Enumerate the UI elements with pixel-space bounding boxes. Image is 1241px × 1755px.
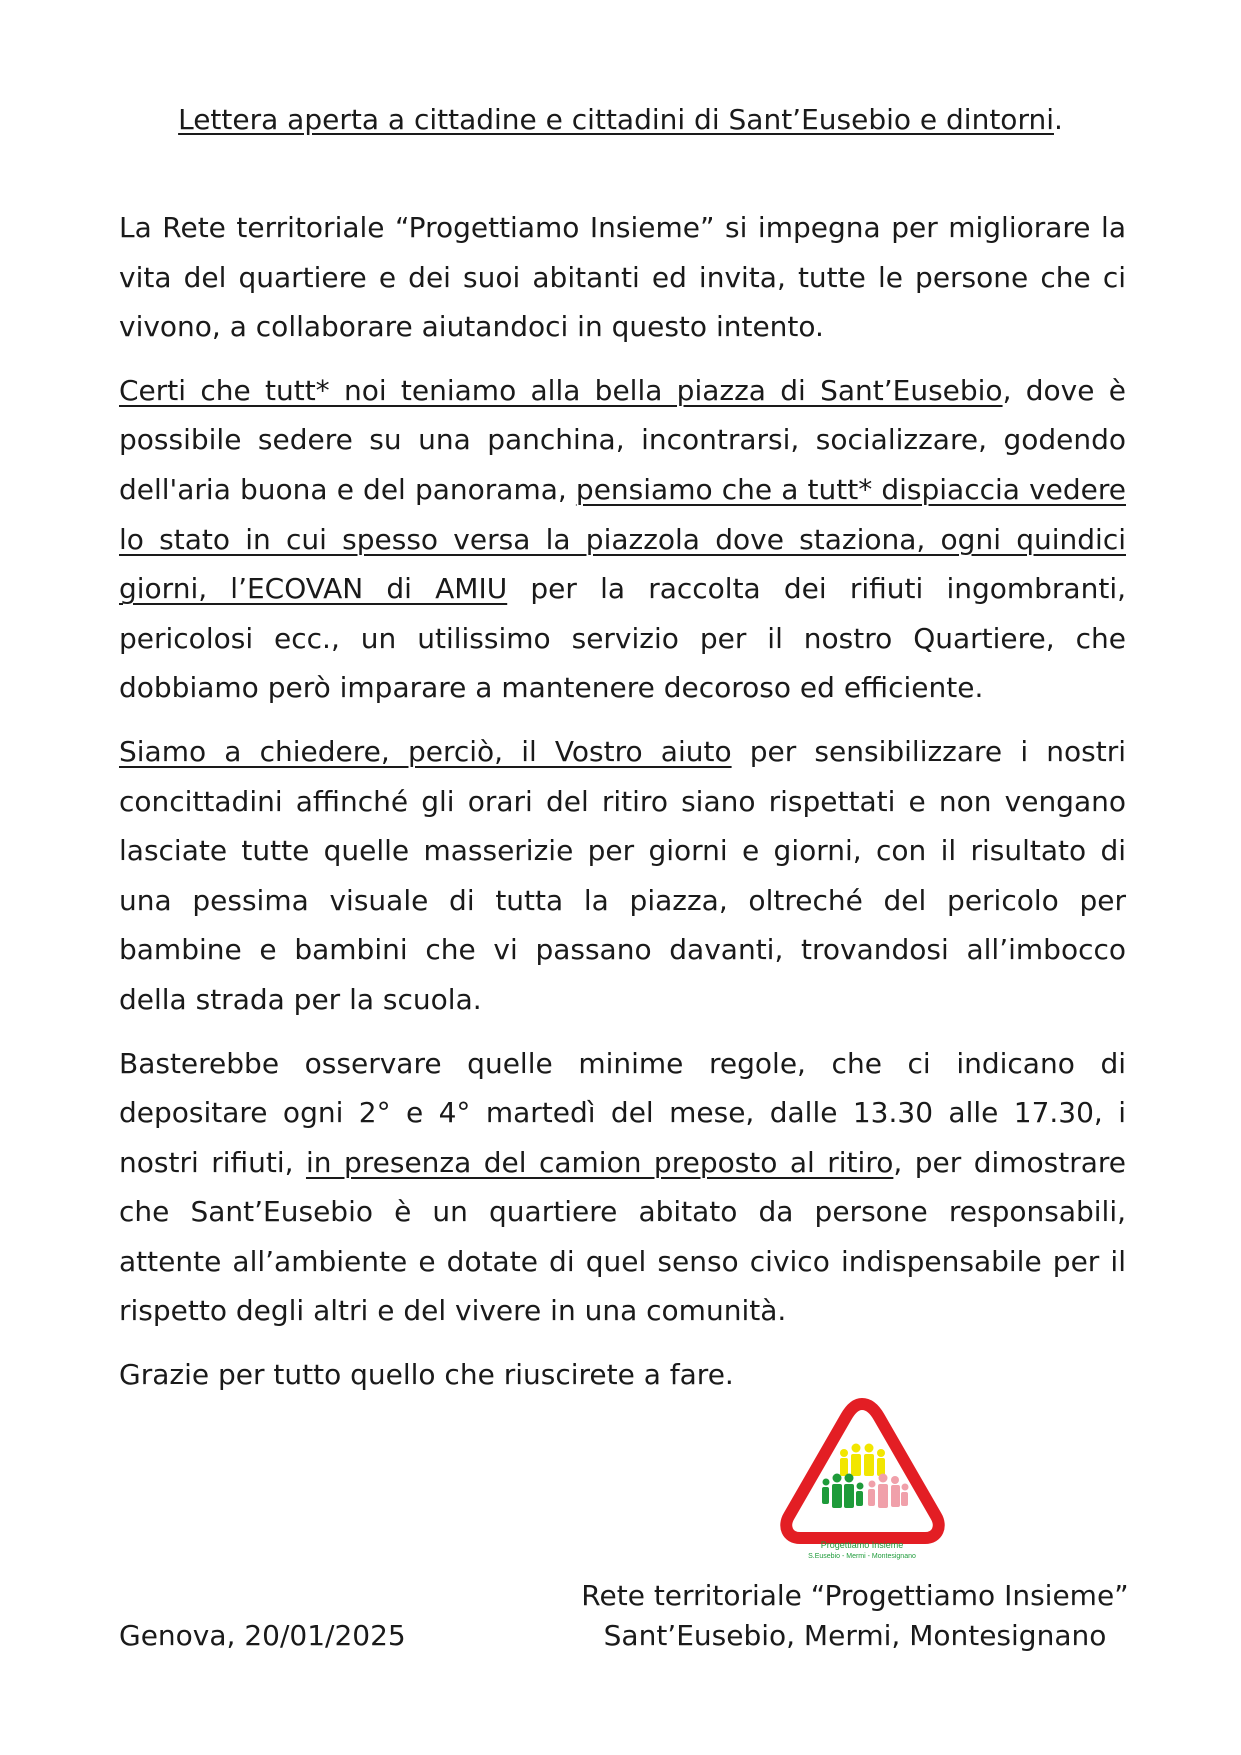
letter-title-text: Lettera aperta a cittadine e cittadini di Sant’Eusebio e dintorni: [178, 103, 1054, 136]
paragraph-rules: [119, 1039, 1126, 1337]
signature-line-2: Sant’Eusebio, Mermi, Montesignano: [603, 1619, 1107, 1652]
place-and-date: Genova, 20/01/2025: [119, 1619, 406, 1652]
paragraph-text: Basterebbe osservare quelle minime regole, che ci indicano di depositare ogni 2° e 4° martedì del mese, dalle 13.30 alle 17.30, i nostri rifiuti,: [119, 1046, 1126, 1179]
signature-block: [555, 1576, 1155, 1656]
paragraph-intro: La Rete territoriale “Progettiamo Insieme” si impegna per migliorare la vita del quartiere e dei suoi abitanti ed invita, tutte le persone che ci vivono, a collaborare aiutandoci in questo intento.: [119, 211, 1126, 344]
underlined-phrase: Certi che tutt* noi teniamo alla bella piazza di Sant’Eusebio: [119, 373, 1003, 407]
paragraph-thanks: Grazie per tutto quello che riuscirete a fare.: [119, 1358, 734, 1392]
letter-title-period: .: [1053, 103, 1063, 136]
progettiamo-insieme-logo: [780, 1398, 945, 1560]
paragraph-text: per sensibilizzare i nostri concittadini affinché gli orari del ritiro siano rispettati e non vengano lasciate tutte quelle masserizie per giorni e giorni, con il risultato di una pessima visuale di tutta la piazza, oltreché del pericolo per bambine e bambini che vi passano davanti, trovandosi all’imbocco della strada per la scuola.: [119, 734, 1126, 1016]
paragraph-request: [119, 727, 1126, 1025]
underlined-phrase: pensiamo che a tutt* dispiaccia vedere lo stato in cui spesso versa la piazzola dove staziona, ogni quindici giorni, l’ECOVAN di AMIU: [119, 472, 1126, 606]
letter-body: [119, 203, 1126, 1414]
yellow-figures: [840, 1444, 885, 1477]
paragraph-piazza: [119, 366, 1126, 713]
pink-figures: [868, 1474, 909, 1509]
paragraph-text: , dove è possibile sedere su una panchina, incontrarsi, socializzare, godendo dell'aria buona e del panorama,: [119, 373, 1126, 506]
logo-text-line2: S.Eusebio - Mermi - Montesignano: [808, 1553, 916, 1560]
letter-title: [0, 100, 1241, 140]
logo-graphic: [780, 1398, 945, 1560]
green-figures: [822, 1474, 864, 1509]
triangle-border: [786, 1404, 938, 1538]
underlined-phrase: in presenza del camion preposto al ritiro: [305, 1145, 894, 1179]
underlined-phrase: Siamo a chiedere, perciò, il Vostro aiuto: [119, 734, 732, 768]
logo-text-line1: Progettiamo Insieme: [820, 1540, 904, 1550]
paragraph-text: per la raccolta dei rifiuti ingombranti, pericolosi ecc., un utilissimo servizio per il nostro Quartiere, che dobbiamo però imparare a mantenere decoroso ed efficiente.: [119, 572, 1126, 705]
signature-line-1: Rete territoriale “Progettiamo Insieme”: [581, 1579, 1129, 1612]
paragraph-text: , per dimostrare che Sant’Eusebio è un quartiere abitato da persone responsabili, attente all’ambiente e dotate di quel senso civico indispensabile per il rispetto degli altri e del vivere in una comunità.: [119, 1145, 1127, 1328]
